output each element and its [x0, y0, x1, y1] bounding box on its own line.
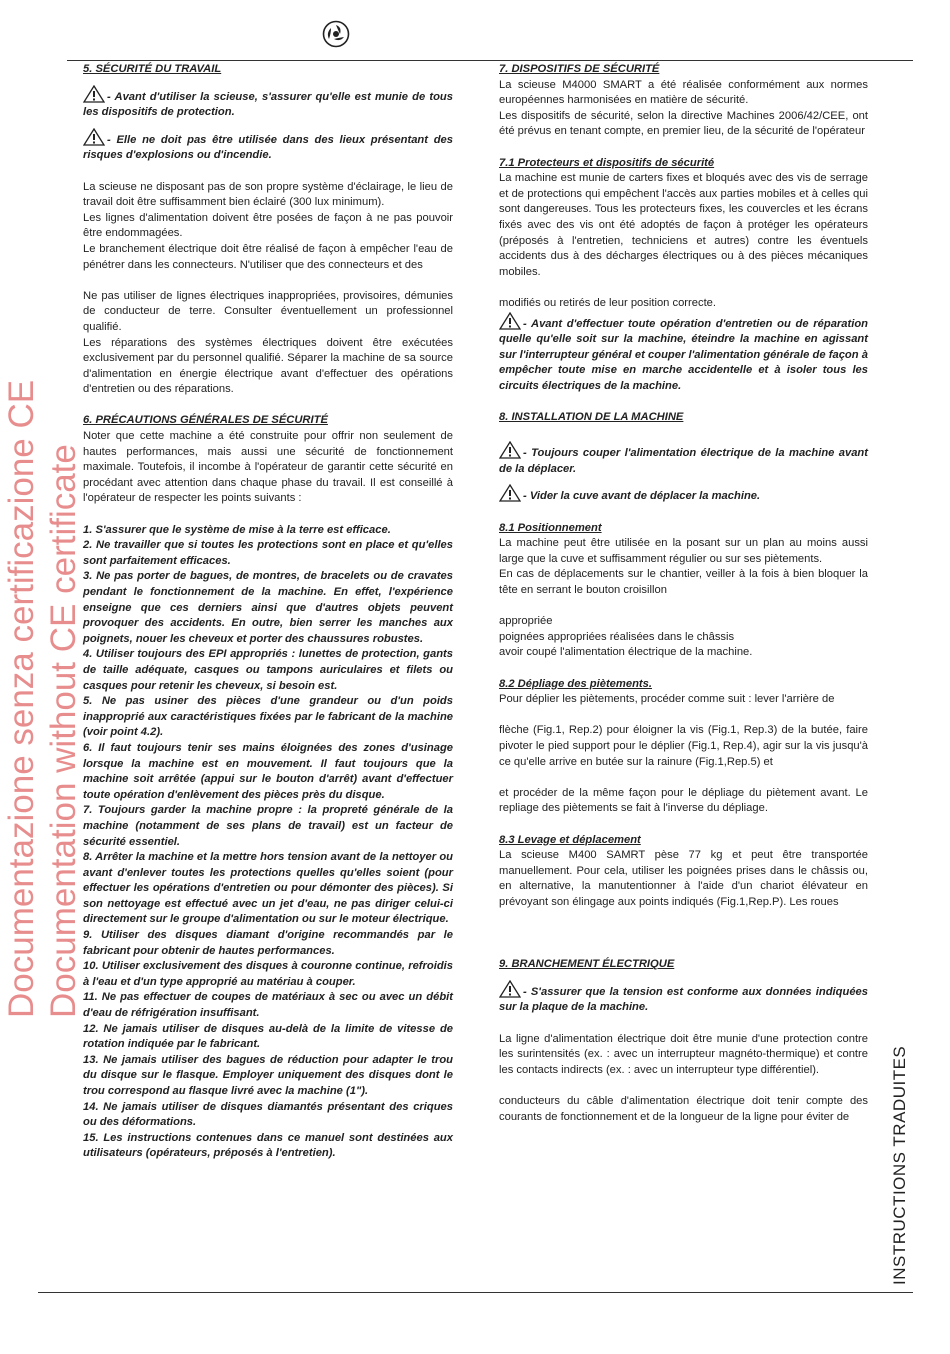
side-label: INSTRUCTIONS TRADUITES — [890, 1045, 909, 1285]
section-7-title: 7. DISPOSITIFS DE SÉCURITÉ — [499, 63, 660, 75]
warning-voltage: - S'assurer que la tension est conforme aux données indiquées sur la plaque de la machine. — [499, 980, 868, 1016]
list-item: 8. Arrêter la machine et la mettre hors tension avant de la nettoyer ou avant d'enlever toutes les protections quelles qu'elles soient (pour effectuer les opérations d'entretien ou pour démonter des pièces). Si son nettoyage est effectué avec un jet d'eau, ne pas diriger celui-ci directement sur le groupe d'alimentation ou sur le moteur électrique. — [83, 851, 453, 926]
paragraph: Les réparations des systèmes électriques doivent être exécutées exclusivement par du personnel qualifié. Séparer la machine de sa source d'alimentation en énergie électrique avant d'effectuer des opérations d'entretien ou des réparations. — [83, 336, 453, 396]
paragraph: La machine peut être utilisée en la posant sur un plan au moins aussi large que la cuve et suffisamment régulier ou sur ses piètements. — [499, 537, 868, 565]
warning-icon — [83, 85, 105, 103]
list-item: 9. Utiliser des disques diamant d'origine recommandés par le fabricant pour obtenir de hautes performances. — [83, 929, 453, 957]
paragraph: La scieuse M400 SAMRT pèse 77 kg et peut être transportée manuellement. Pour cela, utiliser les poignées prises dans le châssis ou, en alternative, la manutentionner à l'aide d'un chariot élévateur en prévoyant son élingage aux points indiqués (Fig.1,Rep.P). Les roues — [499, 849, 868, 908]
list-item: 2. Ne travailler que si toutes les protections sont en place et qu'elles sont parfaitement efficaces. — [83, 539, 453, 567]
paragraph: Noter que cette machine a été construite pour offrir non seulement de hautes performances, mais aussi une sécurité de fonctionnement maximale. Toutefois, il incombe à l'opérateur de garantir cette sécurité en procédant avec attention dans chaque phase du travail. Il est conseillé à l'opérateur de respecter les points suivants : — [83, 430, 453, 505]
paragraph: Pour déplier les piètements, procéder comme suit : lever l'arrière de — [499, 693, 835, 706]
warning-explosion: - Elle ne doit pas être utilisée dans des lieux présentant des risques d'explosions ou d'incendie. — [83, 128, 453, 164]
warning-maintenance: - Avant d'effectuer toute opération d'entretien ou de réparation quelle qu'elle soit sur la machine, éteindre la machine en agissant sur l'interrupteur général et couper l'alimentation générale de façon à empêcher toute mise en marche accidentelle et à isoler tous les circuits électriques de la machine. — [499, 312, 868, 395]
warning-icon — [83, 128, 105, 146]
paragraph: La machine est munie de carters fixes et bloqués avec des vis de serrage et de protections qui empêchent l'accès aux parties mobiles et à celles qui sont dangereuses. Tous les protecteurs fixes, les couvercles et les écrans fixés avec des vis ont été adoptés de façon à protéger les opérateurs (préposés à l'entretien, techniciens et autres) contre les éventuels accidents dus à des décharges électriques ou à des pièces mécaniques mobiles. — [499, 172, 868, 278]
warning-icon — [499, 484, 521, 502]
section-8-2-title: 8.2 Dépliage des piètements. — [499, 677, 652, 690]
paragraph: Les lignes d'alimentation doivent être posées de façon à ne pas pouvoir être endommagées. — [83, 211, 453, 240]
warning-icon — [499, 441, 521, 459]
list-item: 6. Il faut toujours tenir ses mains éloignées des zones d'usinage lorsque la machine est en mouvement. Il faut toujours que la machine soit arrêtée (appui sur le bouton d'arrêt) avant d'effectuer toute opération d'enlèvement des pièces près du disque. — [83, 741, 453, 801]
warning-protection: - Avant d'utiliser la scieuse, s'assurer qu'elle est munie de tous les dispositifs de protection. — [83, 85, 453, 121]
paragraph: modifiés ou retirés de leur position correcte. — [499, 296, 717, 309]
list-item: 15. Les instructions contenues dans ce manuel sont destinées aux utilisateurs (opérateurs, préposés à l'entretien). — [83, 1131, 453, 1160]
list-item: 7. Toujours garder la machine propre : la propreté générale de la machine (notamment de ses plans de travail) est un facteur de sécurité essentiel. — [83, 804, 453, 848]
top-rule — [67, 60, 913, 61]
paragraph: appropriée — [499, 615, 553, 628]
warning-empty-tank: - Vider la cuve avant de déplacer la machine. — [499, 484, 868, 505]
list-item: 10. Utiliser exclusivement des disques à couronne continue, refroidis à l'eau et d'un type approprié au matériau à couper. — [83, 960, 453, 988]
right-column — [499, 62, 868, 1125]
list-item: 13. Ne jamais utiliser des bagues de réduction pour adapter le trou du disque sur le flasque. Employer uniquement des disques dont le trou correspond au flasque livré avec la machine (1"). — [83, 1053, 453, 1097]
section-6-title: 6. PRÉCAUTIONS GÉNÉRALES DE SÉCURITÉ — [83, 414, 328, 427]
paragraph: En cas de déplacements sur le chantier, veiller à la fois à bien bloquer la tête en serrant le bouton croisillon — [499, 568, 868, 596]
paragraph: conducteurs du câble d'alimentation électrique doit tenir compte des courants de fonctionnement et de la longueur de la ligne pour éviter de — [499, 1095, 868, 1123]
list-item: 1. S'assurer que le système de mise à la terre est efficace. — [83, 523, 391, 536]
bottom-rule — [38, 1292, 913, 1293]
list-item: 3. Ne pas porter de bagues, de montres, de bracelets ou de cravates pendant le fonctionnement de la machine. En effet, l'expérience enseigne que ces derniers ainsi que d'autres objets peuvent provoquer des accidents. En outre, bien serrer les manches aux poignets, nouer les cheveux et porter des chaussures robustes. — [83, 570, 453, 645]
watermark-line-2: Documentation without CE certificate — [44, 444, 83, 1018]
paragraph: Ne pas utiliser de lignes électriques inappropriées, provisoires, démunies de conducteur de terre. Consulter éventuellement un professionnel qualifié. — [83, 289, 453, 333]
paragraph: La scieuse M4000 SMART a été réalisée conformément aux normes européennes harmonisées en matière de sécurité. — [499, 78, 868, 107]
paragraph: avoir coupé l'alimentation électrique de la machine. — [499, 646, 753, 659]
section-7-1-title: 7.1 Protecteurs et dispositifs de sécurité — [499, 156, 715, 169]
section-8-3-title: 8.3 Levage et déplacement — [499, 833, 641, 846]
list-item: 11. Ne pas effectuer de coupes de matériaux à sec ou avec un débit d'eau de réfrigération insuffisant. — [83, 991, 453, 1020]
section-8-1-title: 8.1 Positionnement — [499, 521, 602, 534]
paragraph: Le branchement électrique doit être réalisé de façon à empêcher l'eau de pénétrer dans les connecteurs. N'utiliser que des connecteurs et des — [83, 242, 453, 271]
watermark-line-1: Documentazione senza certificazione CE — [2, 379, 41, 1018]
paragraph: La scieuse ne disposant pas de son propre système d'éclairage, le lieu de travail doit être suffisamment bien éclairé (300 lux minimum). — [83, 180, 453, 209]
brand-logo-icon — [322, 20, 350, 48]
section-9-title: 9. BRANCHEMENT ÉLECTRIQUE — [499, 958, 675, 971]
list-item: 14. Ne jamais utiliser de disques diamantés présentant des criques ou des déformations. — [83, 1100, 453, 1129]
warning-unplug: - Toujours couper l'alimentation électrique de la machine avant de la déplacer. — [499, 441, 868, 477]
warning-icon — [499, 980, 521, 998]
paragraph: flèche (Fig.1, Rep.2) pour éloigner la vis (Fig.1, Rep.3) de la butée, faire pivoter le pied support pour le déplier (Fig.1, Rep.4), agir sur la vis jusqu'à ce qu'elle arrive en butée sur la rainure (Fig.1,Rep.5) et — [499, 724, 868, 768]
section-8-title: 8. INSTALLATION DE LA MACHINE — [499, 411, 684, 424]
paragraph: et procéder de la même façon pour le dépliage du piètement avant. Le repliage des piètements se fait à l'inverse du dépliage. — [499, 786, 868, 815]
paragraph: poignées appropriées réalisées dans le châssis — [499, 630, 735, 643]
list-item: 4. Utiliser toujours des EPI appropriés : lunettes de protection, gants de taille adéquate, casques ou tampons auriculaires et filets ou casques pour retenir les cheveux, si besoin est. — [83, 648, 453, 692]
section-5-title: 5. SÉCURITÉ DU TRAVAIL — [83, 63, 222, 75]
left-column — [83, 62, 453, 1162]
warning-icon — [499, 312, 521, 330]
paragraph: La ligne d'alimentation électrique doit être munie d'une protection contre les surintensités (ex. : avec un interrupteur magnéto-thermique) et contre les contacts indirects (ex. : avec un interrupteur type différentiel). — [499, 1032, 868, 1076]
list-item: 12. Ne jamais utiliser de disques au-delà de la limite de vitesse de rotation indiquée par le fabricant. — [83, 1022, 453, 1051]
list-item: 5. Ne pas usiner des pièces d'une grandeur ou d'un poids inapproprié aux caractéristiques fixées par le fabricant de la machine (voir point 4.2). — [83, 695, 453, 739]
paragraph: Les dispositifs de sécurité, selon la directive Machines 2006/42/CEE, ont été prévus en tenant compte, en premier lieu, de la sécurité de l'opérateur — [499, 109, 868, 138]
